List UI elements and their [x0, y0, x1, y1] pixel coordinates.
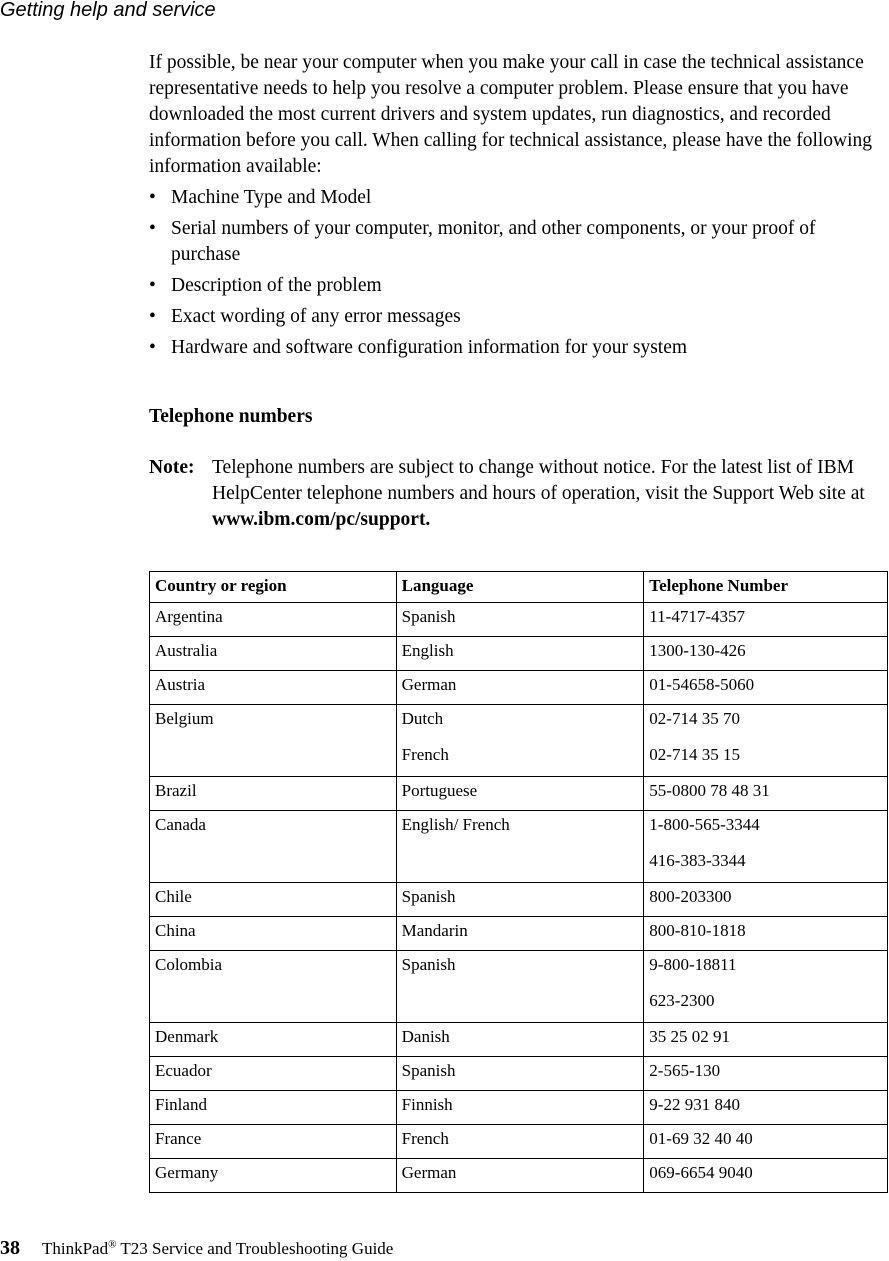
column-header-country: Country or region: [150, 572, 397, 603]
cell-phone-line: 416-383-3344: [649, 851, 746, 870]
cell-phone-line: 02-714 35 70: [649, 709, 740, 728]
cell-language-line: German: [401, 1163, 457, 1182]
cell-phone-line: 01-54658-5060: [649, 675, 755, 694]
cell-phone: [644, 883, 888, 917]
cell-country: Ecuador: [150, 1057, 397, 1091]
table-row: [150, 811, 888, 883]
note-text: Telephone numbers are subject to change without notice. For the latest list of IBM HelpCenter telephone numbers and hours of operation, visit the Support Web site at: [212, 457, 865, 504]
note: [149, 455, 887, 533]
telephone-table: [149, 571, 888, 1193]
cell-language: [396, 777, 644, 811]
section-heading: Telephone numbers: [149, 406, 313, 427]
cell-language-line: French: [401, 745, 449, 764]
cell-language: [396, 951, 644, 1023]
list-item-text: Hardware and software configuration information for your system: [171, 337, 688, 358]
cell-country: China: [150, 917, 397, 951]
cell-phone: [644, 603, 888, 637]
cell-phone-line: 02-714 35 15: [649, 745, 740, 764]
cell-phone-line: 55-0800 78 48 31: [649, 781, 770, 800]
cell-phone-line: 1-800-565-3344: [649, 815, 760, 834]
cell-country: Australia: [150, 637, 397, 671]
cell-phone-line: 01-69 32 40 40: [649, 1129, 753, 1148]
cell-language-line: Danish: [401, 1027, 450, 1046]
cell-phone-line: 069-6654 9040: [649, 1163, 753, 1182]
cell-phone-line: 2-565-130: [649, 1061, 721, 1080]
cell-phone: [644, 777, 888, 811]
cell-language-line: Portuguese: [401, 781, 478, 800]
list-item-text: Description of the problem: [171, 275, 382, 296]
cell-phone: [644, 637, 888, 671]
table-row: [150, 883, 888, 917]
list-item: [149, 216, 879, 268]
table-row: [150, 1159, 888, 1193]
bullet-marker: •: [149, 218, 156, 239]
intro-paragraph: If possible, be near your computer when you make your call in case the technical assistance representative needs to help you resolve a computer problem. Please ensure that you have downloaded the most current drivers and system updates, run diagnostics, and recorded information before you call. When calling for technical assistance, please have the following information available:: [149, 52, 873, 177]
list-item-text: Serial numbers of your computer, monitor, and other components, or your proof of purchase: [171, 218, 816, 265]
list-item-text: Machine Type and Model: [171, 187, 372, 208]
table-row: [150, 671, 888, 705]
cell-language-line: Finnish: [401, 1095, 453, 1114]
bullet-marker: •: [149, 337, 156, 358]
cell-phone: [644, 1023, 888, 1057]
cell-country: Brazil: [150, 777, 397, 811]
page-number: 38: [0, 1236, 20, 1259]
cell-country: Canada: [150, 811, 397, 883]
cell-language: [396, 811, 644, 883]
cell-language-line: Spanish: [401, 1061, 456, 1080]
cell-phone-line: 11-4717-4357: [649, 607, 745, 626]
cell-phone-line: 1300-130-426: [649, 641, 746, 660]
table-row: [150, 1091, 888, 1125]
list-item: [149, 335, 879, 361]
cell-phone: [644, 705, 888, 777]
cell-phone-line: 623-2300: [649, 991, 715, 1010]
cell-language: [396, 1091, 644, 1125]
cell-phone: [644, 1091, 888, 1125]
cell-country: Belgium: [150, 705, 397, 777]
cell-language-line: Mandarin: [401, 921, 468, 940]
cell-language: [396, 883, 644, 917]
table-body: [150, 603, 888, 1193]
cell-language-line: Spanish: [401, 607, 456, 626]
cell-country: France: [150, 1125, 397, 1159]
cell-phone-line: 800-203300: [649, 887, 732, 906]
cell-phone-line: 35 25 02 91: [649, 1027, 731, 1046]
bullet-marker: •: [149, 275, 156, 296]
table-row: [150, 705, 888, 777]
table-row: [150, 777, 888, 811]
cell-phone: [644, 951, 888, 1023]
page-footer: [0, 1232, 393, 1261]
cell-language-line: English: [401, 641, 454, 660]
cell-phone: [644, 1125, 888, 1159]
cell-country: Finland: [150, 1091, 397, 1125]
cell-language: [396, 1159, 644, 1193]
table-row: [150, 603, 888, 637]
bullet-marker: •: [149, 187, 156, 208]
cell-language-line: Dutch: [401, 709, 444, 728]
table-row: [150, 1023, 888, 1057]
cell-language-line: Spanish: [401, 955, 456, 974]
running-header: Getting help and service: [0, 0, 216, 21]
cell-country: Argentina: [150, 603, 397, 637]
note-text-block: [212, 455, 887, 533]
cell-language: [396, 671, 644, 705]
list-item-text: Exact wording of any error messages: [171, 306, 461, 327]
list-item: [149, 185, 879, 211]
cell-language: [396, 637, 644, 671]
table-row: [150, 1125, 888, 1159]
support-url-link[interactable]: www.ibm.com/pc/support.: [212, 509, 431, 530]
registered-mark: ®: [108, 1238, 117, 1250]
cell-country: Austria: [150, 671, 397, 705]
cell-phone: [644, 917, 888, 951]
cell-country: Denmark: [150, 1023, 397, 1057]
table-row: [150, 637, 888, 671]
note-label: Note:: [149, 457, 195, 478]
table-row: [150, 1057, 888, 1091]
cell-phone: [644, 811, 888, 883]
cell-language: [396, 1057, 644, 1091]
cell-language-line: German: [401, 675, 457, 694]
list-item: [149, 273, 879, 299]
bullet-marker: •: [149, 306, 156, 327]
book-title: [42, 1239, 393, 1258]
table-row: [150, 951, 888, 1023]
cell-language: [396, 1125, 644, 1159]
cell-phone-line: 9-800-18811: [649, 955, 737, 974]
table-row: [150, 917, 888, 951]
cell-phone: [644, 1057, 888, 1091]
cell-language-line: English/ French: [401, 815, 510, 834]
cell-country: Germany: [150, 1159, 397, 1193]
required-info-list: [149, 185, 879, 361]
column-header-language: Language: [396, 572, 644, 603]
cell-language: [396, 1023, 644, 1057]
cell-language-line: French: [401, 1129, 449, 1148]
cell-language: [396, 705, 644, 777]
cell-phone-line: 800-810-1818: [649, 921, 746, 940]
column-header-phone: Telephone Number: [644, 572, 888, 603]
book-title-prefix: ThinkPad: [42, 1238, 109, 1258]
list-item: [149, 304, 879, 330]
intro-section: [149, 50, 879, 180]
intro-block: [149, 50, 879, 366]
cell-phone: [644, 671, 888, 705]
cell-country: Colombia: [150, 951, 397, 1023]
cell-language: [396, 603, 644, 637]
book-title-suffix: T23 Service and Troubleshooting Guide: [116, 1238, 394, 1258]
cell-phone: [644, 1159, 888, 1193]
cell-country: Chile: [150, 883, 397, 917]
cell-language-line: Spanish: [401, 887, 456, 906]
cell-language: [396, 917, 644, 951]
table-header-row: [150, 572, 888, 603]
cell-phone-line: 9-22 931 840: [649, 1095, 740, 1114]
